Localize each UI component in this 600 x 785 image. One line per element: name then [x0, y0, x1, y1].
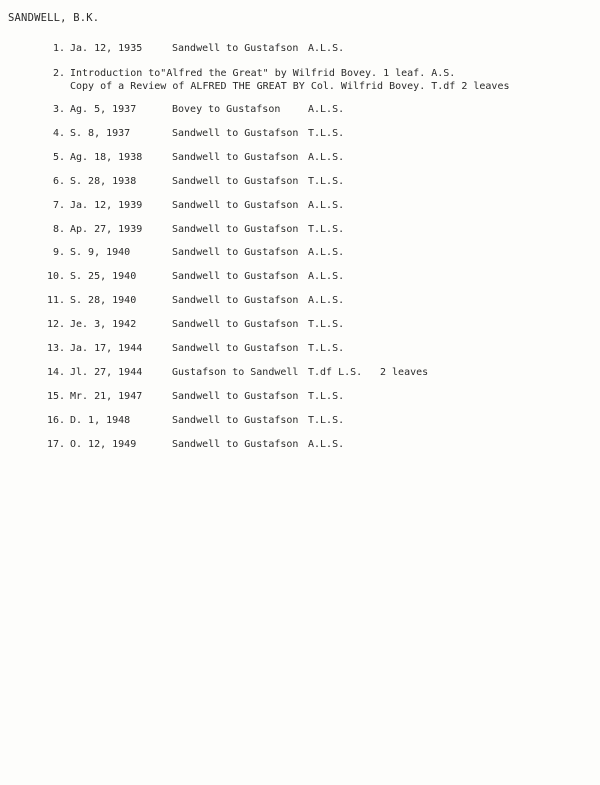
entry-type: T.df L.S.: [308, 367, 363, 378]
entry-type: A.L.S.: [308, 439, 345, 450]
entry-number: 10.: [46, 271, 65, 282]
entry-date: S. 28, 1938: [70, 176, 137, 187]
entry-date: Ja. 12, 1939: [70, 200, 143, 211]
entry-type: T.L.S.: [308, 176, 345, 187]
entry-correspondents: Gustafson to Sandwell: [172, 367, 299, 378]
entry-correspondents: Sandwell to Gustafson: [172, 43, 299, 54]
entry-type: A.L.S.: [308, 43, 345, 54]
entry-date: Jl. 27, 1944: [70, 367, 143, 378]
entry-type: T.L.S.: [308, 128, 345, 139]
entry-number: 6.: [52, 176, 65, 187]
entry-type: A.L.S.: [308, 152, 345, 163]
entry-date: Je. 3, 1942: [70, 319, 137, 330]
entry-correspondents: Sandwell to Gustafson: [172, 247, 299, 258]
entry-number: 4.: [52, 128, 65, 139]
entry-correspondents: Bovey to Gustafson: [172, 104, 281, 115]
entry-correspondents: Sandwell to Gustafson: [172, 176, 299, 187]
entry-number: 14.: [46, 367, 65, 378]
entry-number: 11.: [46, 295, 65, 306]
entry-number: 2.: [52, 68, 65, 79]
entry-date: Ag. 18, 1938: [70, 152, 143, 163]
entry-type: A.L.S.: [308, 247, 345, 258]
entry-type: A.L.S.: [308, 271, 345, 282]
entry-date: Ja. 12, 1935: [70, 43, 143, 54]
entry-correspondents: Sandwell to Gustafson: [172, 200, 299, 211]
entry-number: 17.: [46, 439, 65, 450]
entry-extra: 2 leaves: [380, 367, 429, 378]
entry-date: D. 1, 1948: [70, 415, 131, 426]
entry-correspondents: Sandwell to Gustafson: [172, 224, 299, 235]
entry-number: 8.: [52, 224, 65, 235]
entry-date: Ap. 27, 1939: [70, 224, 143, 235]
entry-date: S. 9, 1940: [70, 247, 131, 258]
page-heading: SANDWELL, B.K.: [8, 12, 100, 24]
entry-type: T.L.S.: [308, 224, 345, 235]
entry-correspondents: Sandwell to Gustafson: [172, 295, 299, 306]
entry-date: S. 8, 1937: [70, 128, 131, 139]
entry-number: 12.: [46, 319, 65, 330]
entry-number: 15.: [46, 391, 65, 402]
entry-correspondents: Sandwell to Gustafson: [172, 152, 299, 163]
entry-type: T.L.S.: [308, 343, 345, 354]
entry-date: Ag. 5, 1937: [70, 104, 137, 115]
entry-date: Ja. 17, 1944: [70, 343, 143, 354]
entry-description-2: Copy of a Review of ALFRED THE GREAT BY Col. Wilfrid Bovey. T.df 2 leaves: [70, 81, 510, 92]
entry-correspondents: Sandwell to Gustafson: [172, 391, 299, 402]
entry-type: A.L.S.: [308, 295, 345, 306]
entry-date: S. 25, 1940: [70, 271, 137, 282]
entry-type: A.L.S.: [308, 104, 345, 115]
entry-correspondents: Sandwell to Gustafson: [172, 439, 299, 450]
entry-number: 1.: [52, 43, 65, 54]
entry-correspondents: Sandwell to Gustafson: [172, 128, 299, 139]
entry-description: Introduction to"Alfred the Great" by Wilfrid Bovey. 1 leaf. A.S.: [70, 68, 456, 79]
entry-type: T.L.S.: [308, 319, 345, 330]
entry-type: A.L.S.: [308, 200, 345, 211]
entry-type: T.L.S.: [308, 415, 345, 426]
entry-correspondents: Sandwell to Gustafson: [172, 343, 299, 354]
entry-correspondents: Sandwell to Gustafson: [172, 415, 299, 426]
entry-date: O. 12, 1949: [70, 439, 137, 450]
entry-correspondents: Sandwell to Gustafson: [172, 319, 299, 330]
entry-number: 3.: [52, 104, 65, 115]
entry-number: 9.: [52, 247, 65, 258]
entry-number: 16.: [46, 415, 65, 426]
entry-type: T.L.S.: [308, 391, 345, 402]
entry-date: S. 28, 1940: [70, 295, 137, 306]
entry-date: Mr. 21, 1947: [70, 391, 143, 402]
entry-number: 5.: [52, 152, 65, 163]
entry-number: 7.: [52, 200, 65, 211]
entry-number: 13.: [46, 343, 65, 354]
entry-correspondents: Sandwell to Gustafson: [172, 271, 299, 282]
